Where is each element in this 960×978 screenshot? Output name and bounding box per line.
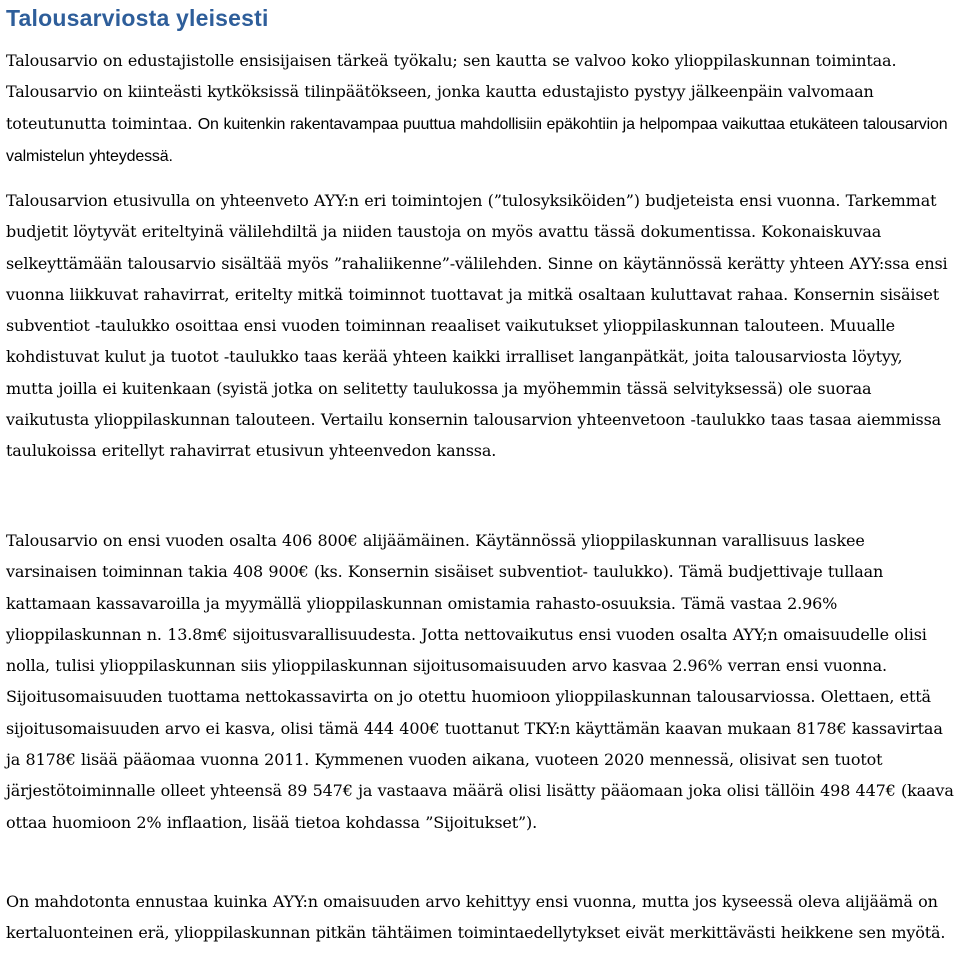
document-page [6, 0, 956, 943]
paragraph-summary: Talousarvion etusivulla on yhteenveto AYY:n eri toimintojen (”tulosyksiköiden”) budjeteista ensi vuonna. Tarkemmat budjetit löytyvät eriteltyinä välilehdiltä ja niiden taustoja on myös avattu tässä dokumentissa. Kokonaiskuvaa selkeyttämään talousarvio sisältää myös ”rahaliikenne”-välilehden. Sinne on käytännössä kerätty yhteen AYY:ssa ensi vuonna liikkuvat rahavirrat, eritelty mitkä toiminnot tuottavat ja mitkä osaltaan kuluttavat rahaa. Konsernin sisäiset subventiot -taulukko osoittaa ensi vuoden toiminnan reaaliset vaikutukset ylioppilaskunnan talouteen. Muualle kohdistuvat kulut ja tuotot -taulukko taas kerää yhteen kaikki irralliset langanpätkät, joita talousarviosta löytyy, mutta joilla ei kuitenkaan (syistä jotka on selitetty taulukossa ja myöhemmin tässä selvityksessä) ole suoraa vaikutusta ylioppilaskunnan talouteen. Vertailu konsernin talousarvion yhteenvetoon -taulukko taas tasaa aiemmissa taulukoissa eritellyt rahavirrat etusivun yhteenvedon kanssa. [6, 191, 948, 461]
paragraph-intro-text-2: On kuitenkin rakentavampaa puuttua mahdollisiin epäkohtiin ja helpompaa vaikuttaa etukäteen talousarvion valmistelun yhteydessä. [6, 115, 948, 165]
paragraph-deficit: Talousarvio on ensi vuoden osalta 406 800€ alijäämäinen. Käytännössä ylioppilaskunnan varallisuus laskee varsinaisen toiminnan takia 408 900€ (ks. Konsernin sisäiset subventiot- taulukko). Tämä budjettivaje tullaan kattamaan kassavaroilla ja myymällä ylioppilaskunnan omistamia rahasto-osuuksia. Tämä vastaa 2.96% ylioppilaskunnan n. 13.8m€ sijoitusvarallisuudesta. Jotta nettovaikutus ensi vuoden osalta AYY;n omaisuudelle olisi nolla, tulisi ylioppilaskunnan siis ylioppilaskunnan sijoitusomaisuuden arvo kasvaa 2.96% verran ensi vuonna. Sijoitusomaisuuden tuottama nettokassavirta on jo otettu huomioon ylioppilaskunnan talousarviossa. Olettaen, että sijoitusomaisuuden arvo ei kasva, olisi tämä 444 400€ tuottanut TKY:n käyttämän kaavan mukaan 8178€ kassavirtaa ja 8178€ lisää pääomaa vuonna 2011. Kymmenen vuoden aikana, vuoteen 2020 mennessä, olisivat sen tuotot järjestötoiminnalle olleet yhteensä 89 547€ ja vastaava määrä olisi lisätty pääomaan joka olisi tällöin 498 447€ (kaava ottaa huomioon 2% inflaation, lisää tietoa kohdassa ”Sijoitukset”). [6, 531, 954, 832]
paragraph-intro-text: Talousarvio on edustajistolle ensisijaisen tärkeä työkalu; sen kautta se valvoo koko ylioppilaskunnan toimintaa. Talousarvio on kiinteästi kytköksissä tilinpäätökseen, jonka kautta edustajisto pystyy jälkeenpäin valvomaan toteutunutta toimintaa. [6, 51, 897, 133]
paragraph-intro [6, 45, 954, 172]
paragraph-outlook: On mahdotonta ennustaa kuinka AYY:n omaisuuden arvo kehittyy ensi vuonna, mutta jos kyseessä oleva alijäämä on kertaluonteinen erä, ylioppilaskunnan pitkän tähtäimen toimintaedellytykset eivät merkittävästi heikkene sen myötä. [6, 892, 946, 943]
section-heading: Talousarviosta yleisesti [6, 5, 269, 31]
